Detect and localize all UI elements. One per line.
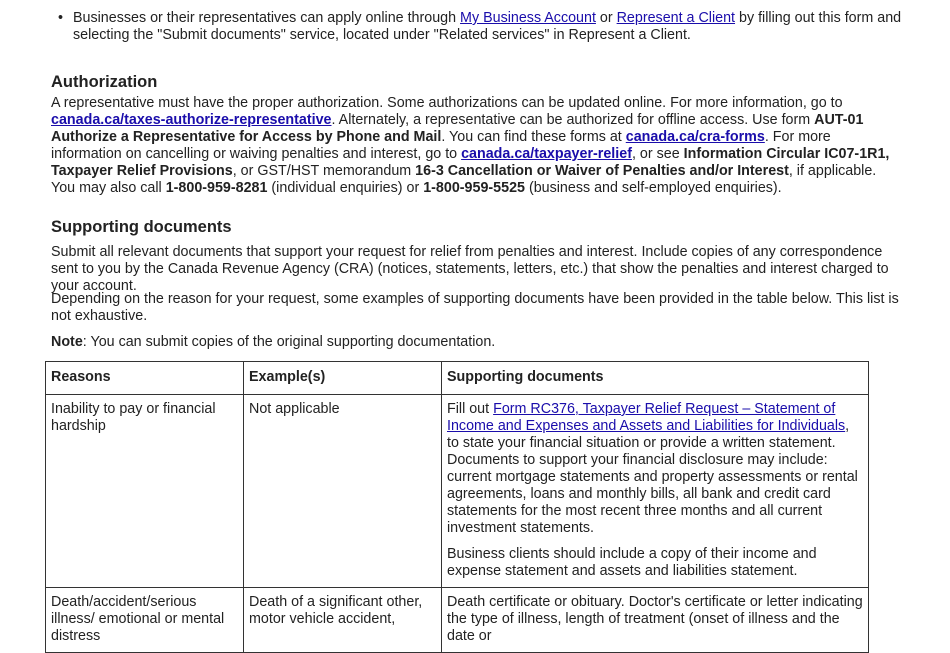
supporting-paragraph-2: Depending on the reason for your request, some examples of supporting documents have been provided in the table below. This list is not exhaustive.	[51, 291, 899, 324]
phone-individual: 1-800-959-8281	[165, 180, 268, 196]
documents-cell	[442, 395, 869, 588]
cra-forms-link[interactable]: canada.ca/cra-forms	[625, 129, 765, 145]
docs-prefix: Fill out	[447, 401, 494, 417]
represent-a-client-link[interactable]: Represent a Client	[616, 10, 736, 26]
authorize-representative-link[interactable]: canada.ca/taxes-authorize-representative	[51, 112, 332, 128]
supporting-documents-table	[45, 361, 869, 653]
documents-paragraph-2: Business clients should include a copy of their income and expense statement and assets and liabilities statement.	[447, 546, 817, 579]
auth-text: , or see	[631, 146, 684, 162]
my-business-account-link[interactable]: My Business Account	[460, 10, 596, 26]
supporting-paragraph-1: Submit all relevant documents that support your request for relief from penalties and interest. Include copies of any correspondence sent to you by the Canada Revenue Agency (CRA) (notices, statements, letters, etc.) that show the penalties and interest charged to your account.	[51, 244, 889, 294]
docs-text: , to state your financial situation or provide a written statement. Documents to support your financial disclosure may include: current mortgage statements and property assessments or rental agreements, loans and monthly bills, all bank and credit card statements for the most recent three months and all current investment statements.	[447, 418, 858, 536]
phone-business: 1-800-959-5525	[423, 180, 525, 196]
header-supporting-documents: Supporting documents	[442, 362, 869, 395]
authorization-paragraph	[51, 95, 901, 197]
bullet-dot: •	[58, 10, 64, 26]
form-rc376-link[interactable]: Form RC376, Taxpayer Relief Request – Statement of Income and Expenses and Assets and Liabilities for Individuals	[447, 401, 846, 434]
documents-cell: Death certificate or obituary. Doctor's certificate or letter indicating the type of illness, length of treatment (onset of illness and the date or	[442, 588, 869, 653]
header-reasons: Reasons	[46, 362, 244, 395]
note-label: Note	[51, 334, 83, 350]
table-row	[46, 588, 869, 653]
example-cell: Death of a significant other, motor vehicle accident,	[244, 588, 442, 653]
bullet-text: Businesses or their representatives can apply online through	[73, 10, 461, 26]
authorization-heading: Authorization	[51, 73, 158, 91]
auth-text: A representative must have the proper authorization. Some authorizations can be updated online. For more information, go to	[51, 95, 843, 111]
information-circular-ref: Information Circular IC07-1R1, Taxpayer Relief Provisions	[51, 146, 890, 179]
auth-text: . For more information on cancelling or waiving penalties and interest, go to	[51, 129, 831, 162]
table-header-row	[46, 362, 869, 395]
auth-text: (business and self-employed enquiries).	[524, 180, 782, 196]
bullet-item	[58, 10, 903, 44]
taxpayer-relief-link[interactable]: canada.ca/taxpayer-relief	[461, 146, 632, 162]
reason-cell: Death/accident/serious illness/ emotional or mental distress	[46, 588, 244, 653]
table-row	[46, 395, 869, 588]
supporting-documents-heading: Supporting documents	[51, 218, 232, 236]
reason-cell: Inability to pay or financial hardship	[46, 395, 244, 588]
auth-text: . Alternately, a representative can be authorized for offline access. Use form	[331, 112, 815, 128]
note-paragraph	[51, 334, 901, 351]
bullet-text-mid: or	[595, 10, 617, 26]
header-examples: Example(s)	[244, 362, 442, 395]
example-cell: Not applicable	[244, 395, 442, 588]
documents-paragraph	[447, 401, 863, 537]
auth-text: , or GST/HST memorandum	[232, 163, 416, 179]
auth-text: . You can find these forms at	[441, 129, 626, 145]
memorandum-ref: 16-3 Cancellation or Waiver of Penalties and/or Interest	[415, 163, 789, 179]
note-text: : You can submit copies of the original supporting documentation.	[82, 334, 496, 350]
bullet-text-after: by filling out this form and selecting the "Submit documents" service, located under "Related services" in Represent a Client.	[73, 10, 902, 43]
auth-text: , if applicable. You may also call	[51, 163, 877, 196]
form-aut-01: AUT-01 Authorize a Representative for Access by Phone and Mail	[51, 112, 864, 145]
auth-text: (individual enquiries) or	[267, 180, 424, 196]
